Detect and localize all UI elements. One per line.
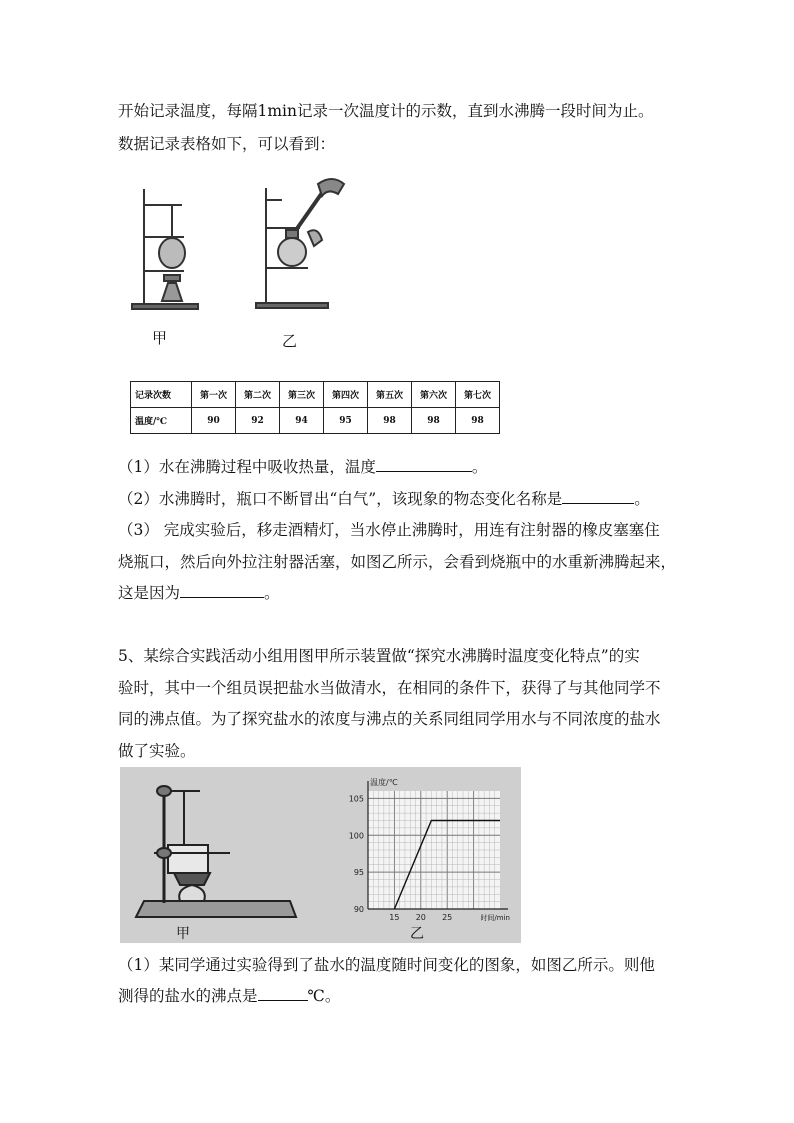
table-header: 第二次: [236, 382, 280, 408]
table-cell: 94: [280, 408, 324, 434]
problem5-line-2: 验时，其中一个组员误把盐水当做清水，在相同的条件下，获得了与其他同学不: [118, 679, 661, 697]
q4-item-2: [118, 489, 650, 509]
q4-item-2-end: 。: [634, 490, 650, 508]
table-cell: 92: [236, 408, 280, 434]
apparatus-jia-2-figure: [130, 773, 300, 933]
q4-item-3-end: 。: [264, 584, 280, 602]
q5-item-1-line-1: （1）某同学通过实验得到了盐水的温度随时间变化的图象，如图乙所示。则他: [118, 956, 655, 974]
table-cell: 98: [456, 408, 500, 434]
table-cell: 95: [324, 408, 368, 434]
problem5-line-1: 5、某综合实践活动小组用图甲所示装置做“探究水沸腾时温度变化特点”的实: [118, 647, 640, 665]
q4-item-1: [118, 457, 487, 477]
q5-item-1-text: 测得的盐水的沸点是: [118, 987, 258, 1005]
q5-item-1-unit: ℃。: [307, 987, 341, 1005]
intro-line-1: 开始记录温度，每隔1min记录一次温度计的示数，直到水沸腾一段时间为止。: [118, 102, 654, 120]
intro-line-2: 数据记录表格如下，可以看到：: [118, 135, 336, 153]
figure2-panel: [120, 767, 521, 943]
q4-item-3-line-3: [118, 583, 280, 603]
figure1-label-yi: 乙: [282, 332, 298, 350]
table-header: 第四次: [324, 382, 368, 408]
q4-item-1-end: 。: [471, 458, 488, 476]
table-cell: 98: [368, 408, 412, 434]
figure2-label-jia: 甲: [176, 926, 190, 942]
q4-item-3-line-2: 烧瓶口，然后向外拉注射器活塞，如图乙所示，会看到烧瓶中的水重新沸腾起来，: [118, 553, 677, 571]
problem5-line-3: 同的沸点值。为了探究盐水的浓度与沸点的关系同组同学用水与不同浓度的盐水: [118, 710, 661, 728]
chart-x-axis-label: 时间/min: [480, 914, 510, 922]
table-cell: 90: [192, 408, 236, 434]
chart-y-tick-label: 95: [353, 868, 364, 878]
q4-answer-blank-2[interactable]: [562, 489, 634, 504]
table-row-label: 温度/℃: [131, 408, 192, 434]
chart-x-tick-label: 15: [389, 913, 400, 922]
record-table: [130, 381, 500, 434]
problem5-line-4: 做了实验。: [118, 742, 196, 760]
temperature-time-chart: [320, 771, 520, 941]
table-header: 第五次: [368, 382, 412, 408]
chart-y-tick-label: 105: [348, 794, 364, 804]
table-header: 第三次: [280, 382, 324, 408]
apparatus-jia-figure: [128, 183, 200, 313]
chart-x-tick-label: 25: [442, 913, 453, 922]
chart-y-tick-label: 100: [348, 831, 364, 841]
q4-item-3-text: 这是因为: [118, 584, 181, 602]
q4-answer-blank-1[interactable]: [376, 457, 472, 472]
apparatus-yi-figure: [252, 170, 352, 310]
chart-y-axis-label: 温度/℃: [370, 778, 398, 787]
chart-x-tick-label: 20: [415, 913, 426, 922]
figure1-label-jia: 甲: [152, 329, 168, 347]
q4-answer-blank-3[interactable]: [180, 583, 264, 598]
table-header: 第一次: [192, 382, 236, 408]
table-cell: 98: [412, 408, 456, 434]
table-header: 第七次: [456, 382, 500, 408]
figure2-label-yi: 乙: [410, 926, 424, 942]
table-header: 记录次数: [131, 382, 192, 408]
chart-y-tick-label: 90: [353, 905, 364, 914]
q4-item-1-text: （1）水在沸腾过程中吸收热量，温度: [118, 458, 376, 476]
q4-item-2-text: （2）水沸腾时，瓶口不断冒出“白气”，该现象的物态变化名称是: [118, 490, 563, 508]
q5-item-1-line-2: [118, 986, 340, 1006]
table-row: [131, 408, 500, 434]
q5-answer-blank-1[interactable]: [258, 986, 308, 1001]
table-row: [131, 382, 500, 408]
table-header: 第六次: [412, 382, 456, 408]
q4-item-3-line-1: （3） 完成实验后，移走酒精灯，当水停止沸腾时，用连有注射器的橡皮塞塞住: [118, 521, 660, 539]
